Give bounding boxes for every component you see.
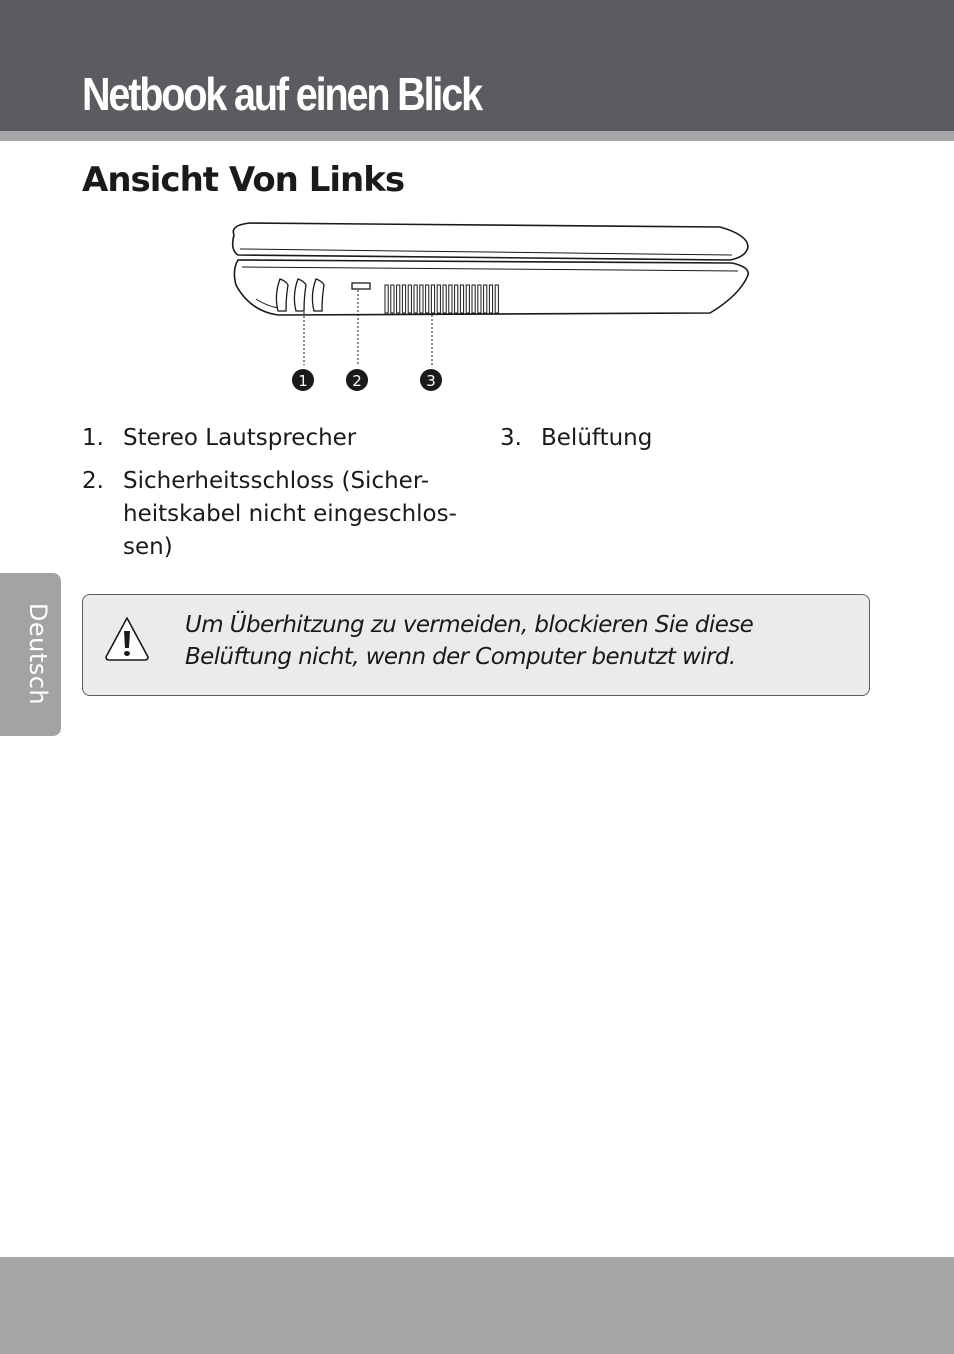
- speaker-grille-icon: [276, 279, 324, 311]
- component-list-left: [82, 422, 462, 574]
- list-item-number: 1.: [82, 425, 104, 451]
- vent-slot: [443, 285, 446, 313]
- component-list-right: [500, 422, 880, 465]
- vent-slot: [455, 285, 458, 313]
- svg-text:3: 3: [426, 372, 436, 390]
- vent-slot: [437, 285, 440, 313]
- list-item-number: 2.: [82, 468, 104, 494]
- vent-slot: [489, 285, 492, 313]
- vent-slot: [466, 285, 469, 313]
- vent-slot: [391, 285, 394, 313]
- callout-2: [346, 369, 368, 391]
- vent-slot: [460, 285, 463, 313]
- vent-slot: [414, 285, 417, 313]
- vent-slot: [431, 285, 434, 313]
- list-item: [82, 465, 462, 564]
- list-item-label: Belüftung: [541, 425, 653, 451]
- list-item-label: Stereo Lautsprecher: [123, 425, 357, 451]
- callout-3: [420, 369, 442, 391]
- vent-slot: [420, 285, 423, 313]
- list-item-label: Sicherheitsschloss (Sicher-heitskabel nicht eingeschlos-sen): [123, 468, 457, 560]
- vent-slot: [385, 285, 388, 313]
- page-title: Netbook auf einen Blick: [82, 68, 481, 120]
- vent-slot: [478, 285, 481, 313]
- svg-text:1: 1: [298, 372, 308, 390]
- vent-slot: [408, 285, 411, 313]
- language-tab-label: Deutsch: [24, 602, 52, 706]
- security-lock-slot-icon: [352, 283, 370, 289]
- vent-slot: [402, 285, 405, 313]
- netbook-left-view-illustration: [220, 215, 760, 395]
- section-title: Ansicht Von Links: [82, 160, 405, 200]
- list-item: [500, 422, 880, 455]
- callout-1: [292, 369, 314, 391]
- vent-slot: [449, 285, 452, 313]
- vent-slot: [397, 285, 400, 313]
- vent-slot: [484, 285, 487, 313]
- header-stripe: [0, 131, 954, 141]
- warning-notice: [82, 594, 870, 696]
- vent-slot: [426, 285, 429, 313]
- footer-bar: [0, 1257, 954, 1354]
- list-item-number: 3.: [500, 425, 522, 451]
- vent-slot: [495, 285, 498, 313]
- list-item: [82, 422, 462, 455]
- svg-text:2: 2: [352, 372, 362, 390]
- warning-text: Um Überhitzung zu vermeiden, blockieren Sie diese Belüftung nicht, wenn der Computer benutzt wird.: [185, 612, 754, 670]
- vent-slot: [472, 285, 475, 313]
- warning-icon: [103, 615, 151, 663]
